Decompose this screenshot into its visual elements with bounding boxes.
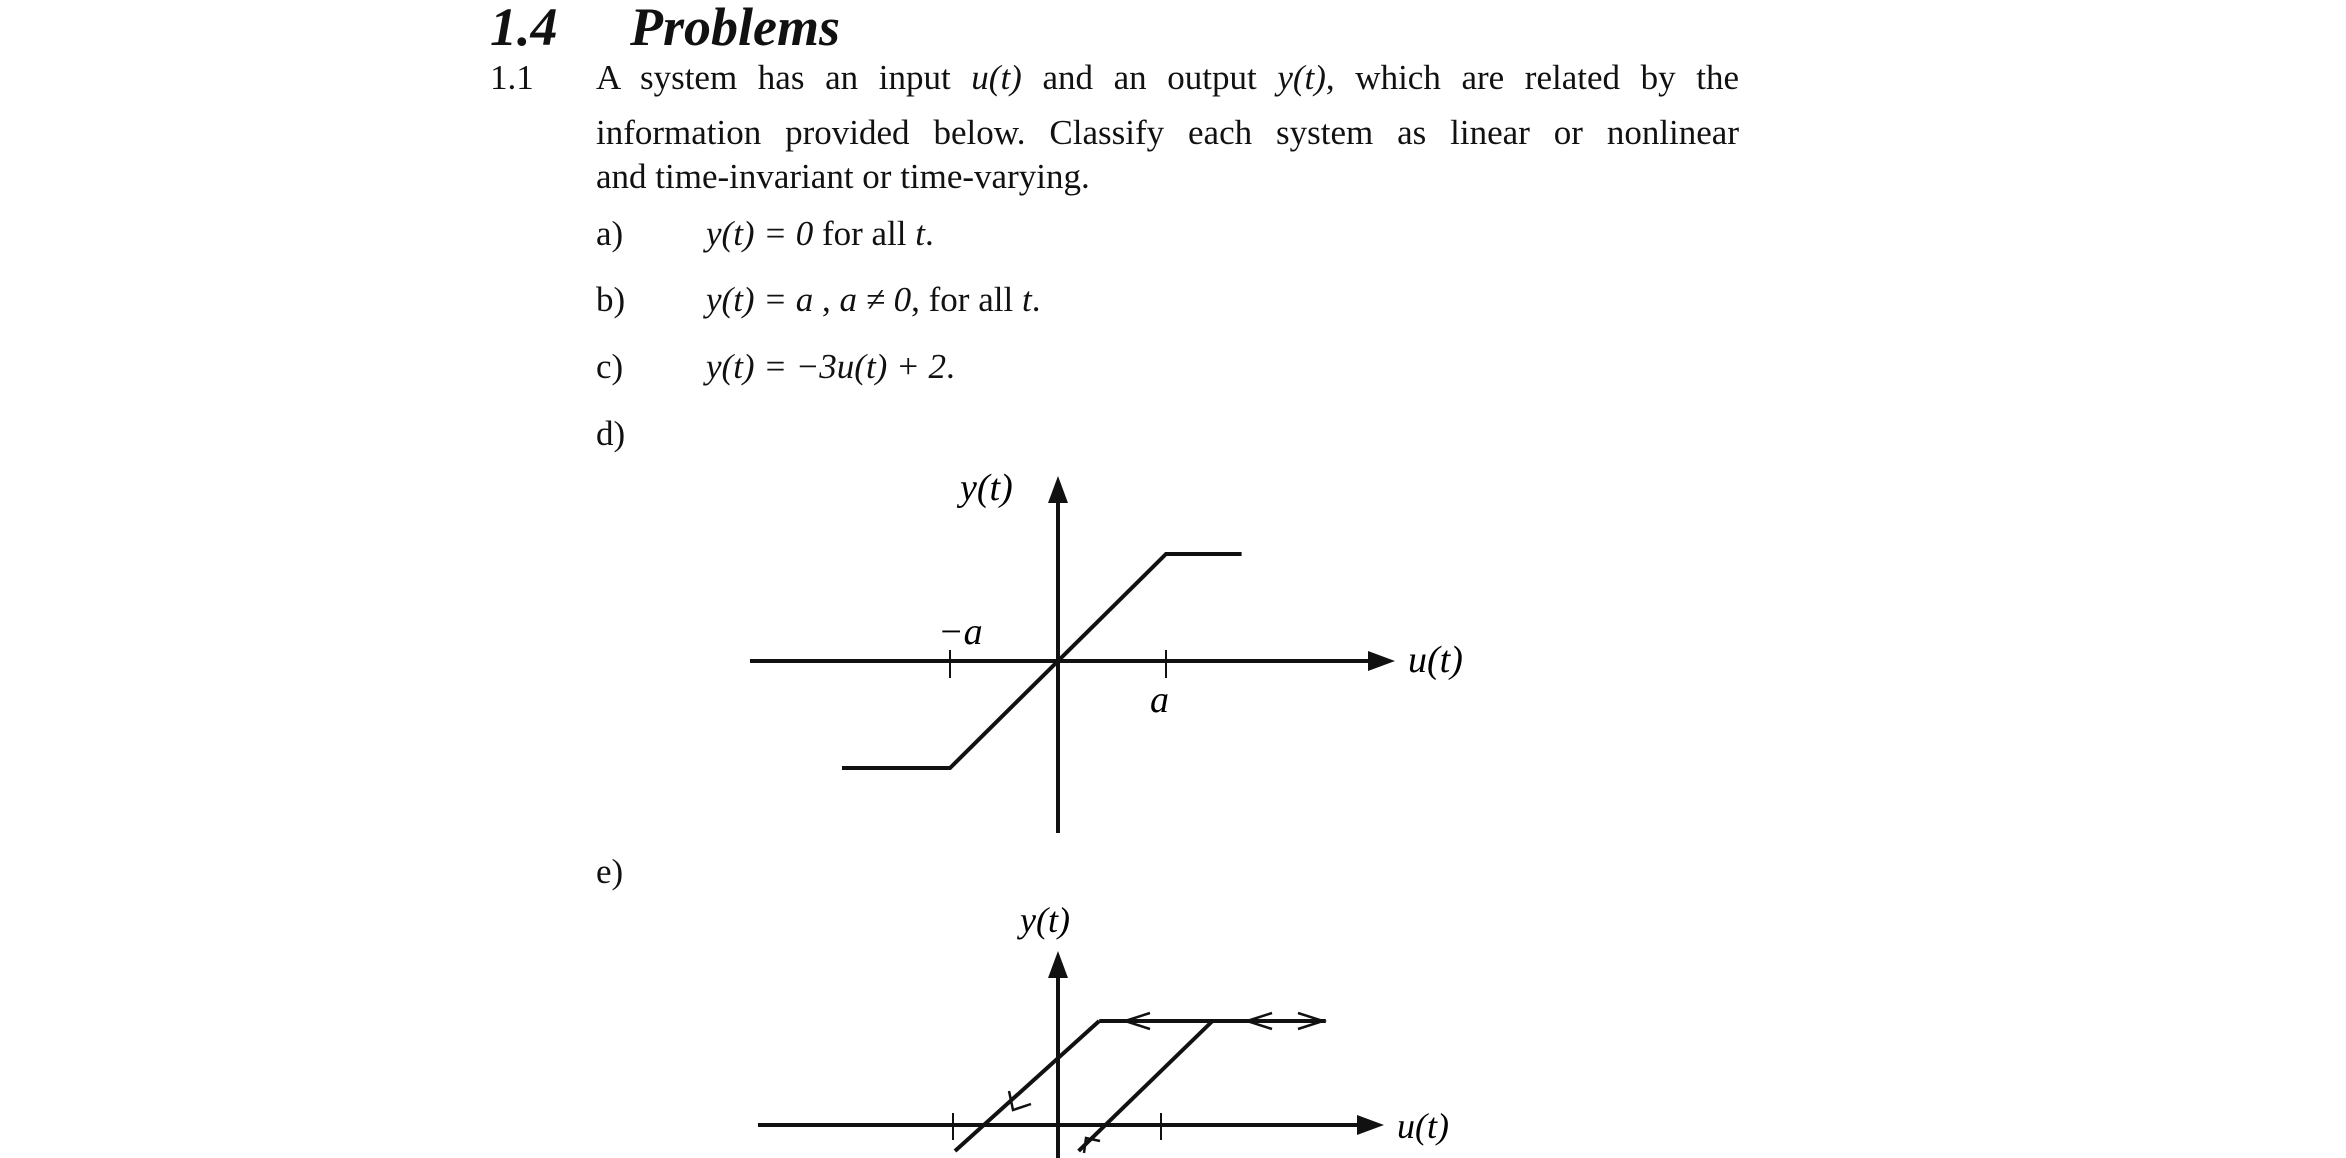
figure-d-x-label: u(t)	[1408, 639, 1463, 681]
part-b-label: b)	[596, 280, 626, 319]
part-a-formula: y(t) = 0 for all t.	[706, 214, 934, 253]
figure-e-x-label: u(t)	[1397, 1106, 1449, 1146]
section-number: 1.4	[490, 0, 558, 57]
figure-d-tick-label-pos: a	[1150, 679, 1169, 721]
figure-e-right-branch	[1079, 1021, 1213, 1151]
part-a-label: a)	[596, 214, 624, 253]
problem-statement-line-2: information provided below. Classify each system as linear or nonlinear	[596, 113, 1739, 152]
figure-e-left-branch	[955, 1021, 1099, 1151]
problem-statement-line-1: A system has an input u(t) and an output y(t), which are related by the	[596, 58, 1739, 97]
figure-d-y-label: y(t)	[960, 467, 1013, 509]
figure-e-y-label: y(t)	[1020, 900, 1070, 940]
section-title: Problems	[630, 0, 840, 57]
part-d-label: d)	[596, 414, 626, 453]
problem-statement-line-3: and time-invariant or time-varying.	[596, 157, 1090, 196]
part-c-label: c)	[596, 347, 624, 386]
figure-e-y-arrowhead	[1048, 951, 1068, 978]
part-b-formula: y(t) = a , a ≠ 0, for all t.	[706, 280, 1041, 319]
part-e-label: e)	[596, 852, 624, 891]
problem-number: 1.1	[490, 58, 534, 97]
figure-e-x-arrowhead	[1357, 1115, 1384, 1135]
part-c-formula: y(t) = −3u(t) + 2.	[706, 347, 955, 386]
figure-d-tick-label-neg: −a	[938, 611, 983, 653]
